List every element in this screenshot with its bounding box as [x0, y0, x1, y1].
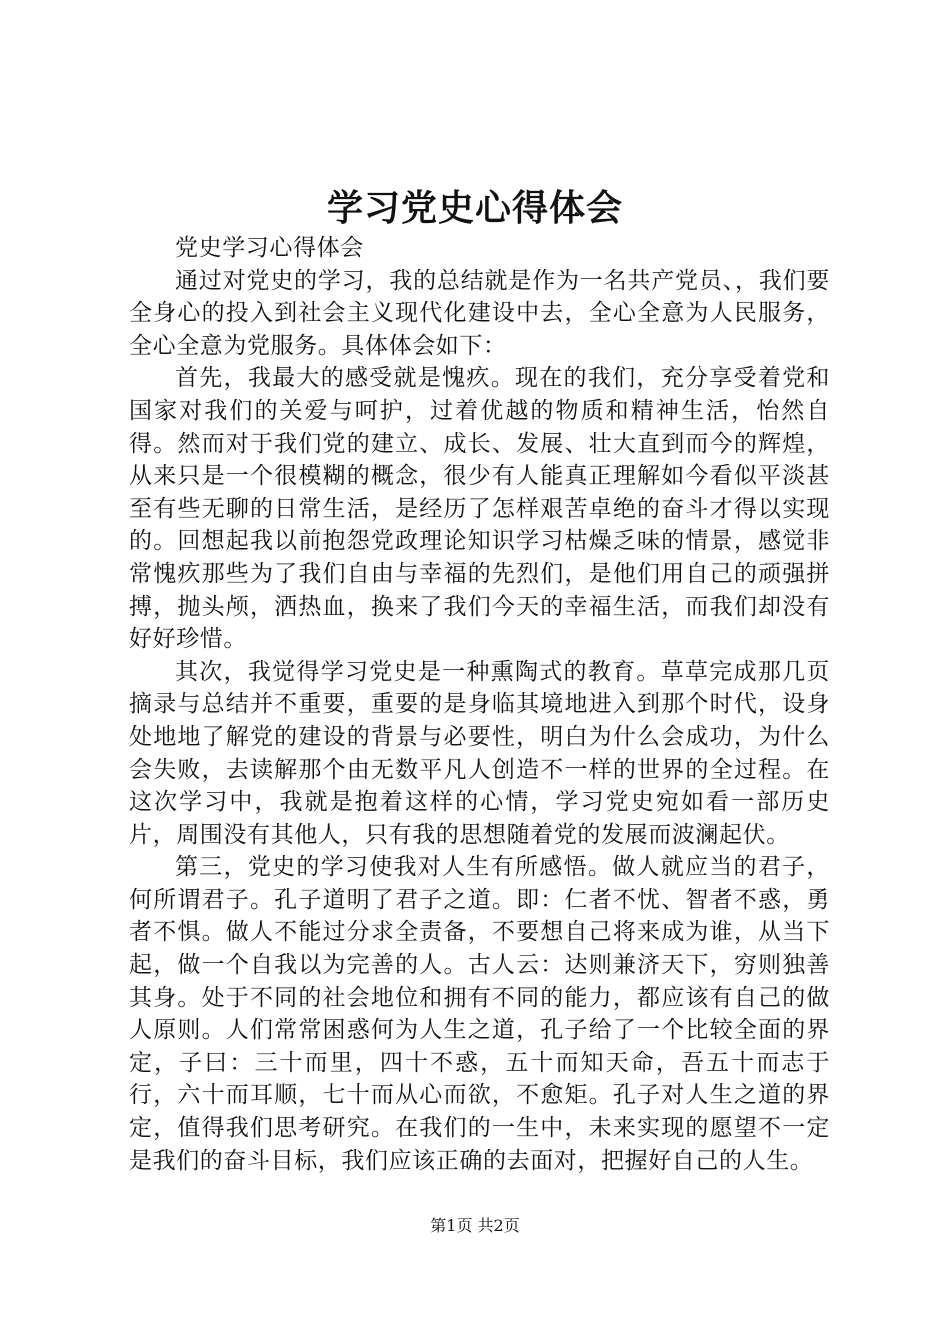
paragraph-third: 第三，党史的学习使我对人生有所感悟。做人就应当的君子，何所谓君子。孔子道明了君子之道。即：仁者不忧、智者不惑，勇者不惧。做人不能过分求全责备，不要想自己将来成为谁，从当下起，做一个自我以为完善的人。古人云：达则兼济天下，穷则独善其身。处于不同的社会地位和拥有不同的能力，都应该有自己的做人原则。人们常常困惑何为人生之道，孔子给了一个比较全面的界定，子曰：三十而里，四十不惑，五十而知天命，吾五十而志于行，六十而耳顺，七十而从心而欲，不愈矩。孔子对人生之道的界定，值得我们思考研究。在我们的一生中，未来实现的愿望不一定是我们的奋斗目标，我们应该正确的去面对，把握好自己的人生。 — [129, 854, 830, 1174]
paragraph-subtitle: 党史学习心得体会 — [175, 235, 364, 261]
paragraph-second: 其次，我觉得学习党史是一种熏陶式的教育。草草完成那几页摘录与总结并不重要，重要的是身临其境地进入到那个时代，设身处地地了解党的建设的背景与必要性，明白为什么会成功，为什么会失败，去读解那个由无数平凡人创造不一样的世界的全过程。在这次学习中，我就是抱着这样的心情，学习党史宛如看一部历史片，周围没有其他人，只有我的思想随着党的发展而波澜起伏。 — [129, 658, 830, 848]
document-title: 学习党史心得体会 — [326, 187, 623, 229]
paragraph-first: 首先，我最大的感受就是愧疚。现在的我们，充分享受着党和国家对我们的关爱与呵护，过着优越的物质和精神生活，怡然自得。然而对于我们党的建立、成长、发展、壮大直到而今的辉煌，从来只是一个很模糊的概念，很少有人能真正理解如今看似平淡甚至有些无聊的日常生活，是经历了怎样艰苦卓绝的奋斗才得以实现的。回想起我以前抱怨党政理论知识学习枯燥乏味的情景，感觉非常愧疚那些为了我们自由与幸福的先烈们，是他们用自己的顽强拼搏，抛头颅，洒热血，换来了我们今天的幸福生活，而我们却没有好好珍惜。 — [129, 365, 830, 653]
document-body — [129, 232, 830, 1177]
page-number-footer: 第1页 共2页 — [430, 1216, 520, 1235]
paragraph-intro: 通过对党史的学习，我的总结就是作为一名共产党员、，我们要全身心的投入到社会主义现代化建设中去，全心全意为人民服务，全心全意为党服务。具体体会如下： — [129, 267, 830, 359]
